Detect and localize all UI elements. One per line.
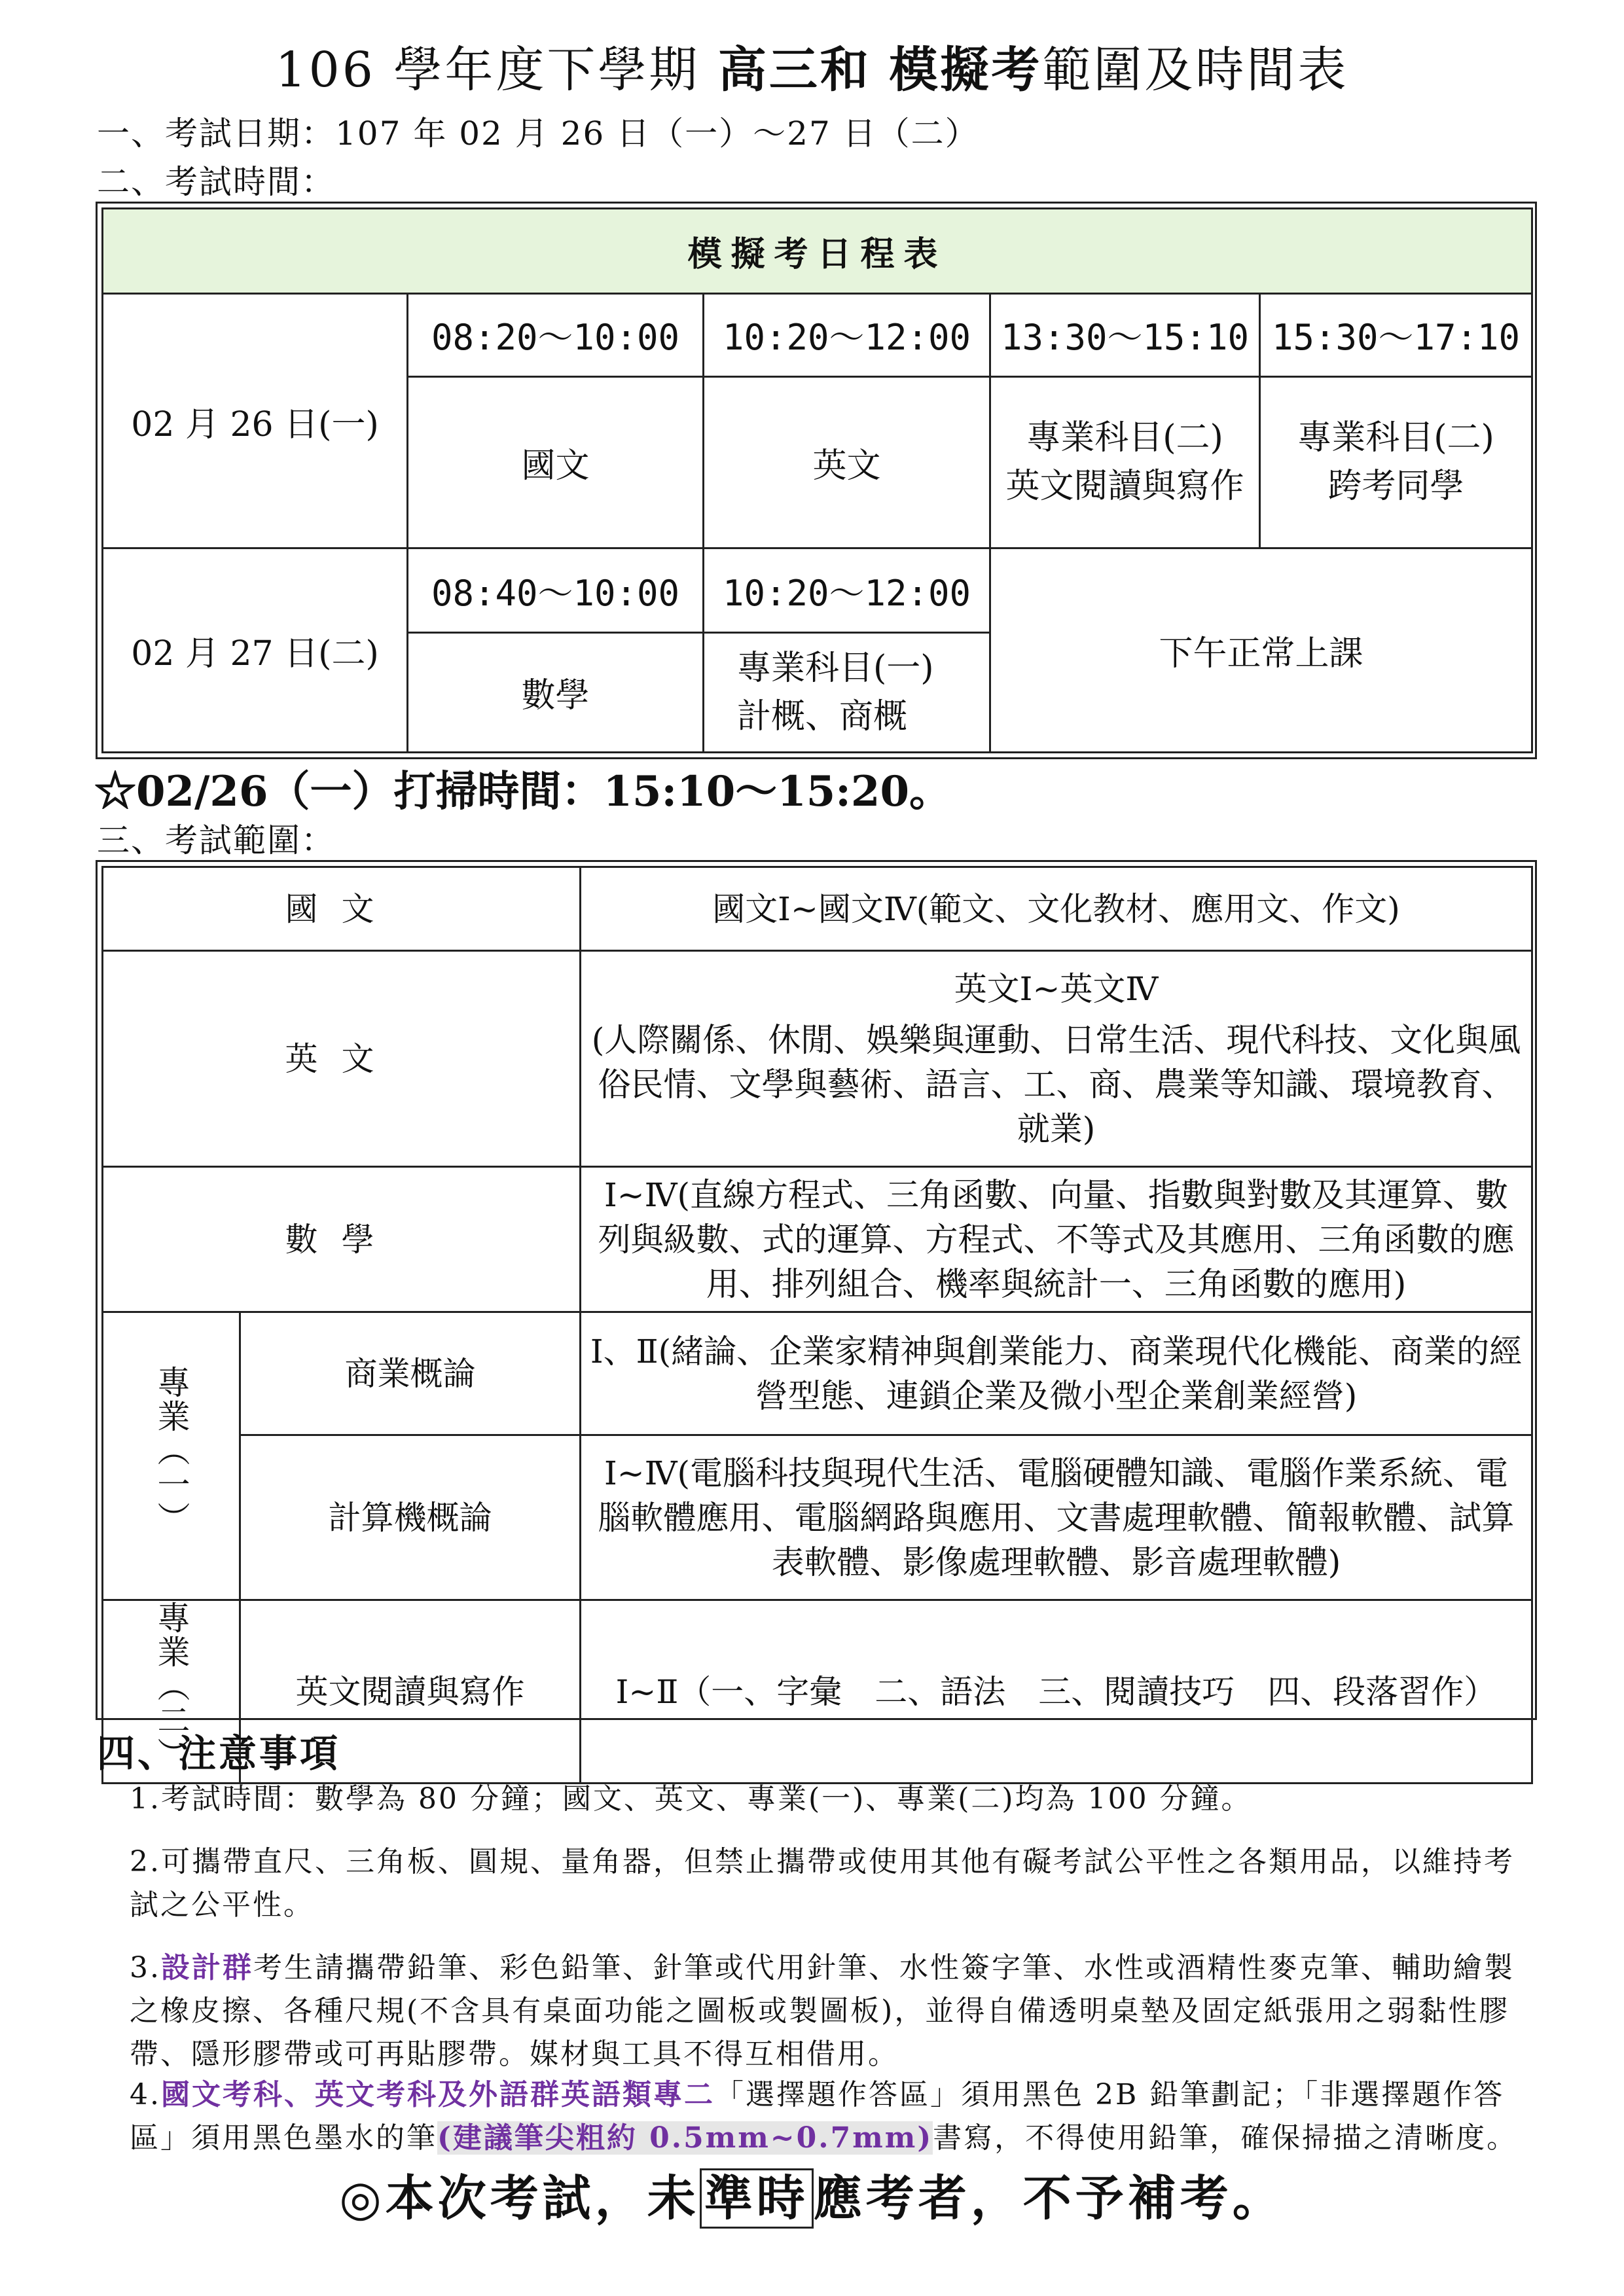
class-name: 高三和 bbox=[717, 42, 871, 98]
scope-range-business: Ⅰ、Ⅱ(緒論、企業家精神與創業能力、商業現代化機能、商業的經營型態、連鎖企業及微小型企業創業經營) bbox=[581, 1312, 1532, 1435]
scope-subject-math: 數學 bbox=[103, 1167, 581, 1312]
day2-date: 02 月 27 日(二) bbox=[103, 548, 408, 753]
day1-subject-3: 專業科目(二) 英文閱讀與寫作 bbox=[990, 376, 1260, 548]
day1-subject-2: 英文 bbox=[704, 376, 990, 548]
scope-range-computer: Ⅰ~Ⅳ(電腦科技與現代生活、電腦硬體知識、電腦作業系統、電腦軟體應用、電腦網路與應用、文書處理軟體、簡報軟體、試算表軟體、影像處理軟體、影音處理軟體) bbox=[581, 1435, 1532, 1600]
cleaning-time-note: ☆02/26（一）打掃時間：15:10～15:20。 bbox=[94, 767, 951, 816]
day1-time-1: 08:20～10:00 bbox=[408, 294, 704, 376]
scope-subject-english-rw: 英文閱讀與寫作 bbox=[240, 1600, 581, 1784]
on-time-boxed-text: 準時 bbox=[700, 2168, 814, 2229]
scope-subject-computer: 計算機概論 bbox=[240, 1435, 581, 1600]
schedule-table-frame bbox=[96, 202, 1537, 759]
scope-table bbox=[101, 866, 1533, 1784]
prof1-label-cell bbox=[103, 1312, 240, 1600]
scope-range-english-rw: Ⅰ~Ⅱ（一、字彙 二、語法 三、閱讀技巧 四、段落習作） bbox=[581, 1600, 1532, 1784]
day1-time-3: 13:30～15:10 bbox=[990, 294, 1260, 376]
day1-subject-4: 專業科目(二) 跨考同學 bbox=[1260, 376, 1532, 548]
day1-subject-1: 國文 bbox=[408, 376, 704, 548]
schedule-table bbox=[101, 207, 1533, 753]
scope-range-math: Ⅰ~Ⅳ(直線方程式、三角函數、向量、指數與對數及其運算、數列與級數、式的運算、方程式、不等式及其應用、三角函數的應用、排列組合、機率與統計一、三角函數的應用) bbox=[581, 1167, 1532, 1312]
scope-range-english: 英文Ⅰ~英文Ⅳ (人際關係、休閒、娛樂與運動、日常生活、現代科技、文化與風俗民情、文學與藝術、語言、工、商、農業等知識、環境教育、就業) bbox=[581, 951, 1532, 1167]
day2-time-1: 08:40～10:00 bbox=[408, 548, 704, 632]
design-group-label: 設計群 bbox=[160, 1951, 253, 1984]
scope-heading: 三、考試範圍： bbox=[97, 821, 335, 859]
day1-time-4: 15:30～17:10 bbox=[1260, 294, 1532, 376]
pen-tip-note: (建議筆尖粗約 0.5mm~0.7mm) bbox=[437, 2121, 933, 2155]
note-4: 4.國文考科、英文考科及外語群英語類專二「選擇題作答區」須用黑色 2B 鉛筆劃記；「非選擇題作答區」須用黑色墨水的筆(建議筆尖粗約 0.5mm~0.7mm)書寫，不得使用鉛筆，確保掃描之清晰度。 bbox=[130, 2078, 1518, 2155]
day1-time-2: 10:20～12:00 bbox=[704, 294, 990, 376]
page-title: 106 學年度下學期 高三和 模擬考範圍及時間表 bbox=[275, 42, 1349, 98]
scope-subject-english: 英文 bbox=[103, 951, 581, 1167]
note-3: 3.設計群考生請攜帶鉛筆、彩色鉛筆、針筆或代用針筆、水性簽字筆、水性或酒精性麥克筆、輔助繪製之橡皮擦、各種尺規(不含具有桌面功能之圖板或製圖板)，並得自備透明桌墊及固定紙張用之弱黏性膠帶、隱形膠帶或可再貼膠帶。媒材與工具不得互相借用。 bbox=[130, 1951, 1515, 2071]
day2-subject-2: 專業科目(一) 計概、商概 bbox=[704, 632, 990, 752]
prof1-label: 專業（一） bbox=[152, 1365, 190, 1535]
schedule-header: 模擬考日程表 bbox=[103, 209, 1532, 294]
day2-time-2: 10:20～12:00 bbox=[704, 548, 990, 632]
note-1: 1.考試時間：數學為 80 分鐘；國文、英文、專業(一)、專業(二)均為 100 分鐘。 bbox=[130, 1782, 1252, 1816]
no-makeup-exam-notice: ◎本次考試，未準時應考者，不予補考。 bbox=[0, 2160, 1624, 2229]
subjects-label: 國文考科、英文考科及外語群英語類專二 bbox=[160, 2078, 715, 2111]
exam-date: 一、考試日期：107 年 02 月 26 日（一）～27 日（二） bbox=[97, 115, 979, 152]
day2-afternoon: 下午正常上課 bbox=[990, 548, 1532, 753]
scope-range-chinese: 國文Ⅰ~國文Ⅳ(範文、文化教材、應用文、作文) bbox=[581, 867, 1532, 951]
day1-date: 02 月 26 日(一) bbox=[103, 294, 408, 548]
note-2: 2.可攜帶直尺、三角板、圓規、量角器，但禁止攜帶或使用其他有礙考試公平性之各類用品，以維持考試之公平性。 bbox=[130, 1845, 1515, 1922]
exam-name: 模擬考 bbox=[889, 42, 1043, 98]
exam-time-heading: 二、考試時間： bbox=[97, 163, 335, 201]
scope-subject-chinese: 國文 bbox=[103, 867, 581, 951]
day2-subject-1: 數學 bbox=[408, 632, 704, 752]
scope-subject-business: 商業概論 bbox=[240, 1312, 581, 1435]
notes-heading: 四、注意事項 bbox=[97, 1731, 341, 1776]
prof2-label: 專業（二） bbox=[152, 1601, 190, 1771]
